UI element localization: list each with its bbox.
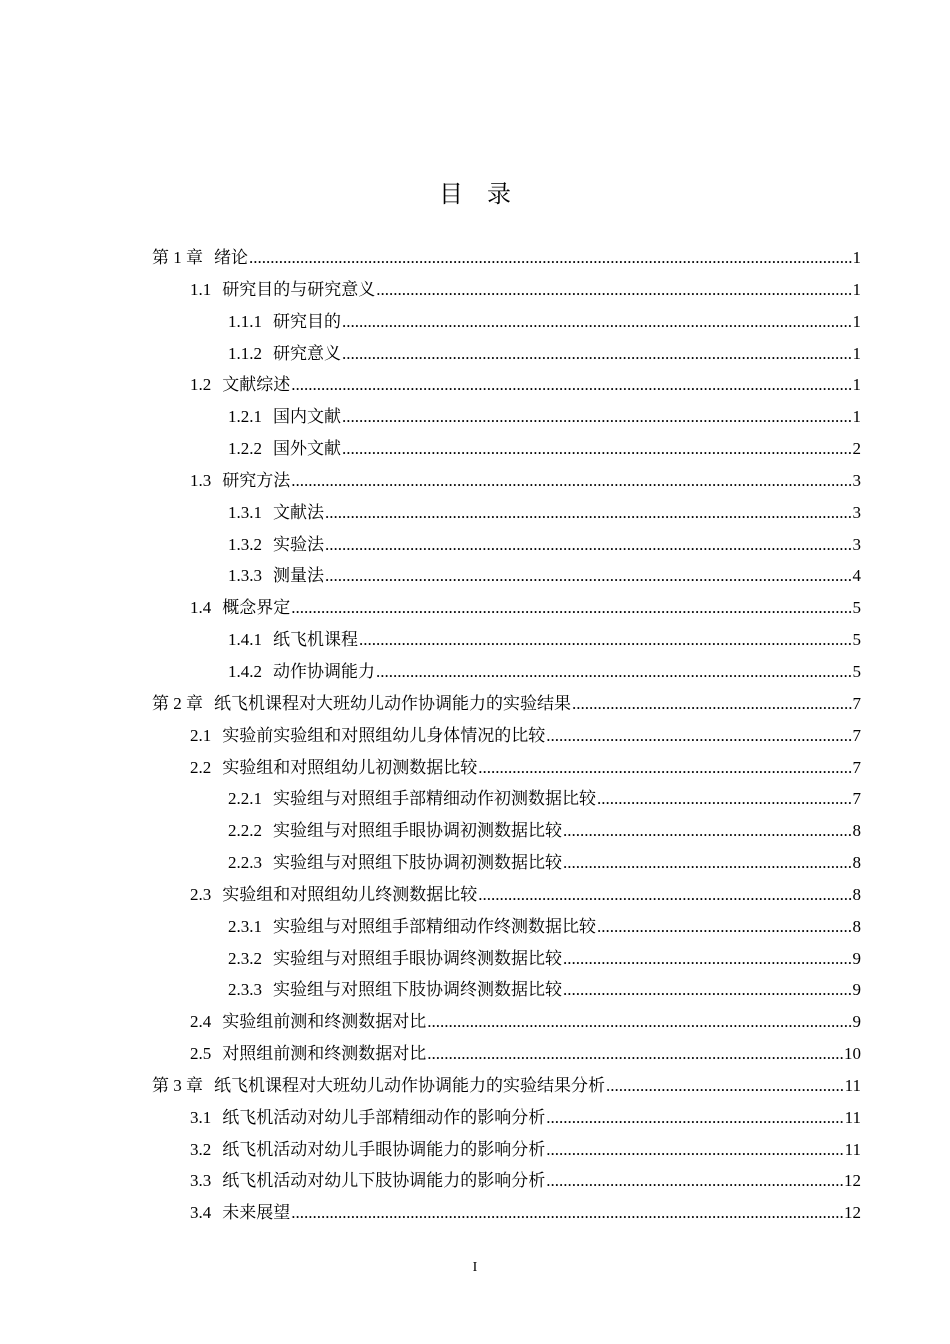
toc-dot-leader xyxy=(342,338,852,370)
table-of-contents xyxy=(152,242,861,1229)
toc-entry-title: 文献法 xyxy=(273,502,324,522)
toc-dot-leader xyxy=(291,592,851,624)
toc-entry[interactable] xyxy=(152,306,861,338)
toc-entry-title: 研究方法 xyxy=(222,470,291,490)
toc-entry-number: 2.2.1 xyxy=(228,789,262,809)
toc-dot-leader xyxy=(597,783,852,815)
toc-entry-page: 7 xyxy=(852,693,861,713)
toc-entry-title: 国外文献 xyxy=(273,439,341,459)
toc-entry-title: 实验组与对照组手部精细动作终测数据比较 xyxy=(273,916,596,936)
toc-entry[interactable] xyxy=(152,974,861,1006)
toc-entry-page: 5 xyxy=(852,661,861,681)
toc-dot-leader xyxy=(291,369,851,401)
toc-dot-leader xyxy=(597,911,852,943)
toc-entry[interactable] xyxy=(152,1134,861,1166)
toc-entry[interactable] xyxy=(152,592,861,624)
toc-dot-leader xyxy=(249,242,852,274)
toc-entry-number: 1.2.2 xyxy=(228,439,262,459)
toc-entry[interactable] xyxy=(152,529,861,561)
toc-entry-page: 3 xyxy=(852,502,861,522)
toc-entry-page: 4 xyxy=(852,566,861,586)
toc-entry-page: 7 xyxy=(852,757,861,777)
toc-entry[interactable] xyxy=(152,1038,861,1070)
toc-dot-leader xyxy=(546,1134,843,1166)
toc-entry-title: 实验组与对照组下肢协调初测数据比较 xyxy=(273,853,562,873)
toc-entry-number: 3.1 xyxy=(190,1107,212,1127)
toc-entry-number: 2.2.3 xyxy=(228,853,262,873)
toc-entry-title: 研究目的 xyxy=(273,311,341,331)
toc-entry[interactable] xyxy=(152,911,861,943)
toc-entry-page: 12 xyxy=(844,1171,861,1191)
toc-dot-leader xyxy=(359,624,852,656)
toc-entry-number: 1.1 xyxy=(190,279,212,299)
toc-entry-page: 9 xyxy=(852,948,861,968)
toc-entry-number: 1.2 xyxy=(190,375,212,395)
toc-entry[interactable] xyxy=(152,1006,861,1038)
toc-entry-number: 1.3.1 xyxy=(228,502,262,522)
toc-entry[interactable] xyxy=(152,783,861,815)
toc-entry-page: 1 xyxy=(852,375,861,395)
toc-entry[interactable] xyxy=(152,624,861,656)
toc-entry-title: 实验组与对照组手眼协调终测数据比较 xyxy=(273,948,562,968)
toc-entry-page: 2 xyxy=(852,439,861,459)
toc-entry-number: 1.3.3 xyxy=(228,566,262,586)
toc-entry-title: 纸飞机活动对幼儿手眼协调能力的影响分析 xyxy=(222,1139,546,1159)
toc-entry-title: 概念界定 xyxy=(222,598,291,618)
toc-title: 目录 xyxy=(439,182,535,208)
toc-dot-leader xyxy=(342,306,852,338)
toc-dot-leader xyxy=(376,274,851,306)
toc-entry-number: 第 3 章 xyxy=(152,1075,203,1095)
toc-entry-page: 11 xyxy=(844,1139,861,1159)
toc-entry-page: 7 xyxy=(852,725,861,745)
toc-entry[interactable] xyxy=(152,560,861,592)
toc-dot-leader xyxy=(478,752,851,784)
toc-entry-number: 1.3.2 xyxy=(228,534,262,554)
toc-entry-title: 实验组与对照组手部精细动作初测数据比较 xyxy=(273,789,596,809)
toc-entry-page: 5 xyxy=(852,630,861,650)
toc-entry-number: 2.1 xyxy=(190,725,212,745)
toc-dot-leader xyxy=(427,1038,843,1070)
toc-entry-page: 1 xyxy=(852,407,861,427)
toc-entry-title: 动作协调能力 xyxy=(273,661,375,681)
toc-entry[interactable] xyxy=(152,720,861,752)
toc-entry-title: 纸飞机课程对大班幼儿动作协调能力的实验结果 xyxy=(214,693,571,713)
toc-entry[interactable] xyxy=(152,338,861,370)
toc-entry-page: 3 xyxy=(852,470,861,490)
toc-entry-title: 实验组前测和终测数据对比 xyxy=(222,1012,427,1032)
toc-entry-number: 1.4.1 xyxy=(228,630,262,650)
toc-entry-number: 2.3.3 xyxy=(228,980,262,1000)
toc-entry-title: 实验前实验组和对照组幼儿身体情况的比较 xyxy=(222,725,546,745)
toc-dot-leader xyxy=(563,974,852,1006)
toc-dot-leader xyxy=(546,720,851,752)
toc-entry-title: 实验组与对照组下肢协调终测数据比较 xyxy=(273,980,562,1000)
toc-entry-number: 2.3.2 xyxy=(228,948,262,968)
toc-entry-number: 2.2 xyxy=(190,757,212,777)
toc-entry-number: 2.3 xyxy=(190,884,212,904)
toc-entry-number: 1.4 xyxy=(190,598,212,618)
toc-entry-page: 1 xyxy=(852,311,861,331)
toc-entry-page: 8 xyxy=(852,916,861,936)
toc-entry-page: 12 xyxy=(844,1203,861,1223)
toc-entry-title: 纸飞机课程 xyxy=(273,630,358,650)
toc-dot-leader xyxy=(563,847,852,879)
toc-entry-page: 7 xyxy=(852,789,861,809)
toc-entry-title: 纸飞机活动对幼儿手部精细动作的影响分析 xyxy=(222,1107,546,1127)
toc-entry-number: 1.1.1 xyxy=(228,311,262,331)
toc-entry[interactable] xyxy=(152,943,861,975)
toc-entry-title: 研究目的与研究意义 xyxy=(222,279,376,299)
toc-entry-number: 3.4 xyxy=(190,1203,212,1223)
toc-entry[interactable] xyxy=(152,1070,861,1102)
toc-dot-leader xyxy=(291,465,851,497)
toc-entry-title: 绪论 xyxy=(214,248,248,267)
toc-entry[interactable] xyxy=(152,1165,861,1197)
toc-entry-page: 8 xyxy=(852,884,861,904)
toc-entry-page: 8 xyxy=(852,853,861,873)
toc-dot-leader xyxy=(563,815,852,847)
toc-dot-leader xyxy=(325,497,852,529)
toc-entry[interactable] xyxy=(152,1197,861,1229)
toc-dot-leader xyxy=(325,529,852,561)
toc-entry-title: 研究意义 xyxy=(273,343,341,363)
toc-entry[interactable] xyxy=(152,433,861,465)
toc-entry-number: 2.5 xyxy=(190,1044,212,1064)
page-number: I xyxy=(472,1260,478,1275)
toc-entry[interactable] xyxy=(152,401,861,433)
toc-dot-leader xyxy=(376,656,852,688)
toc-dot-leader xyxy=(546,1165,843,1197)
toc-entry-page: 8 xyxy=(852,821,861,841)
toc-entry-title: 对照组前测和终测数据对比 xyxy=(222,1044,427,1064)
toc-entry-title: 文献综述 xyxy=(222,375,291,395)
toc-dot-leader xyxy=(572,688,852,720)
toc-entry-page: 9 xyxy=(852,1012,861,1032)
toc-entry-page: 5 xyxy=(852,598,861,618)
toc-entry[interactable] xyxy=(152,242,861,274)
toc-dot-leader xyxy=(563,943,852,975)
toc-entry-page: 1 xyxy=(852,248,861,267)
toc-entry[interactable] xyxy=(152,879,861,911)
toc-entry[interactable] xyxy=(152,815,861,847)
toc-entry[interactable] xyxy=(152,752,861,784)
toc-entry[interactable] xyxy=(152,497,861,529)
toc-dot-leader xyxy=(478,879,851,911)
toc-entry-title: 国内文献 xyxy=(273,407,341,427)
toc-entry-title: 未来展望 xyxy=(222,1203,291,1223)
toc-dot-leader xyxy=(342,401,852,433)
toc-dot-leader xyxy=(546,1102,843,1134)
toc-entry[interactable] xyxy=(152,847,861,879)
toc-dot-leader xyxy=(427,1006,851,1038)
toc-entry[interactable] xyxy=(152,1102,861,1134)
toc-entry-page: 10 xyxy=(844,1044,861,1064)
toc-entry[interactable] xyxy=(152,656,861,688)
toc-entry-number: 1.2.1 xyxy=(228,407,262,427)
toc-dot-leader xyxy=(325,560,852,592)
toc-entry-number: 2.2.2 xyxy=(228,821,262,841)
toc-entry-title: 纸飞机课程对大班幼儿动作协调能力的实验结果分析 xyxy=(214,1075,605,1095)
toc-entry-page: 1 xyxy=(852,343,861,363)
toc-entry-number: 第 2 章 xyxy=(152,693,203,713)
toc-entry-number: 3.3 xyxy=(190,1171,212,1191)
toc-entry-page: 9 xyxy=(852,980,861,1000)
toc-entry-number: 1.1.2 xyxy=(228,343,262,363)
toc-entry-title: 实验组和对照组幼儿初测数据比较 xyxy=(222,757,478,777)
toc-dot-leader xyxy=(291,1197,843,1229)
toc-entry-number: 1.3 xyxy=(190,470,212,490)
toc-entry-title: 测量法 xyxy=(273,566,324,586)
toc-entry[interactable] xyxy=(152,274,861,306)
toc-dot-leader xyxy=(342,433,852,465)
toc-entry-title: 纸飞机活动对幼儿下肢协调能力的影响分析 xyxy=(222,1171,546,1191)
toc-entry-page: 1 xyxy=(852,279,861,299)
toc-entry-number: 2.4 xyxy=(190,1012,212,1032)
toc-entry-number: 1.4.2 xyxy=(228,661,262,681)
toc-dot-leader xyxy=(606,1070,844,1102)
toc-entry-page: 11 xyxy=(844,1075,861,1095)
toc-entry[interactable] xyxy=(152,465,861,497)
toc-entry-title: 实验组与对照组手眼协调初测数据比较 xyxy=(273,821,562,841)
toc-entry-title: 实验法 xyxy=(273,534,324,554)
toc-entry-number: 第 1 章 xyxy=(152,248,203,267)
toc-entry[interactable] xyxy=(152,369,861,401)
toc-entry[interactable] xyxy=(152,688,861,720)
toc-entry-page: 3 xyxy=(852,534,861,554)
toc-entry-title: 实验组和对照组幼儿终测数据比较 xyxy=(222,884,478,904)
toc-entry-page: 11 xyxy=(844,1107,861,1127)
toc-entry-number: 2.3.1 xyxy=(228,916,262,936)
toc-entry-number: 3.2 xyxy=(190,1139,212,1159)
